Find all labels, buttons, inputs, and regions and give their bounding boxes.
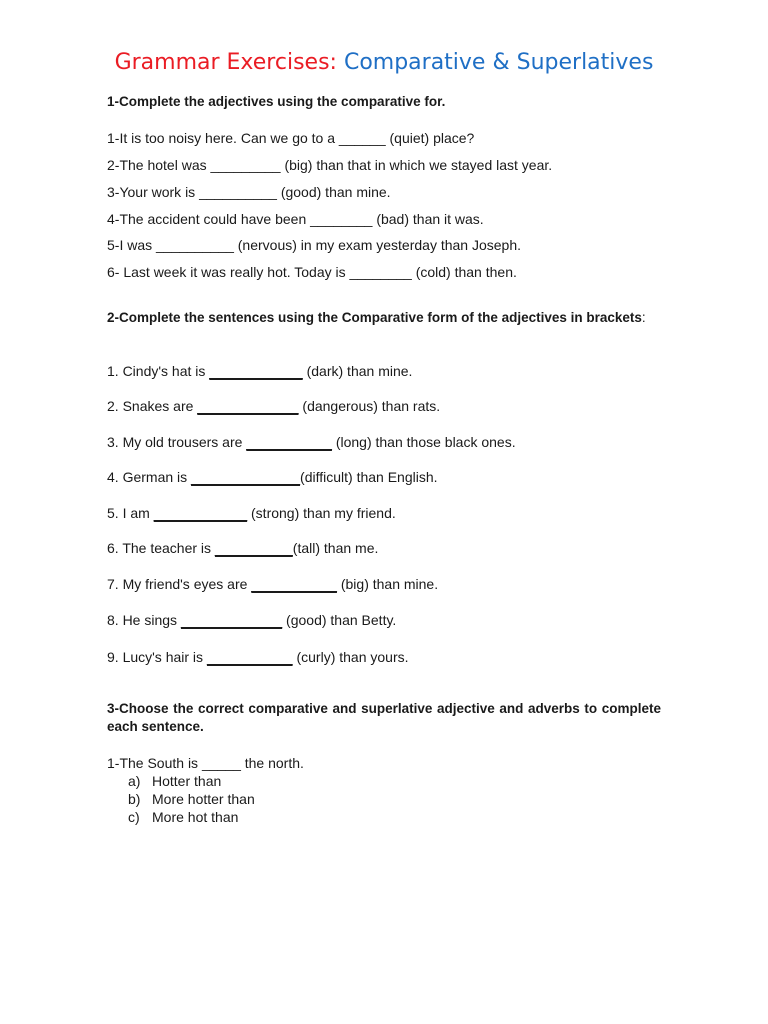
- title-part-red: Grammar Exercises:: [114, 50, 337, 75]
- item-text: 6. The teacher is: [107, 540, 215, 556]
- item-text: (curly) than yours.: [292, 649, 409, 665]
- item-text: 4. German is: [107, 469, 192, 485]
- item-text: 1. Cindy's hat is: [107, 363, 210, 379]
- section-2-item: [107, 575, 661, 593]
- item-text: (strong) than my friend.: [247, 505, 396, 521]
- answer-blank: __________: [214, 540, 293, 556]
- item-text: 7. My friend's eyes are: [107, 576, 252, 592]
- item-text: 3. My old trousers are: [107, 434, 247, 450]
- item-text: (dangerous) than rats.: [298, 398, 441, 414]
- section-3-options: [107, 772, 661, 826]
- section-2-item: [107, 504, 661, 522]
- section-2-item: [107, 362, 661, 380]
- answer-blank: _____________: [197, 398, 299, 414]
- option-item: [107, 808, 661, 826]
- item-text: (difficult) than English.: [300, 469, 438, 485]
- item-text: (dark) than mine.: [302, 363, 413, 379]
- option-text: Hotter than: [152, 773, 222, 789]
- option-item: [107, 772, 661, 790]
- section-2-heading-colon: :: [641, 310, 646, 325]
- answer-blank: ____________: [209, 363, 303, 379]
- section-3-heading: 3-Choose the correct comparative and superlative adjective and adverbs to complete each sentence.: [107, 701, 661, 734]
- item-text: (good) than Betty.: [282, 612, 397, 628]
- item-text: 2. Snakes are: [107, 398, 198, 414]
- item-text: 9. Lucy's hair is: [107, 649, 207, 665]
- answer-blank: ____________: [153, 505, 248, 521]
- section-2-heading-text: 2-Complete the sentences using the Comparative form of the adjectives in brackets: [107, 310, 642, 325]
- section-1-heading: 1-Complete the adjectives using the comparative for.: [107, 94, 446, 109]
- section-3-heading-block: [107, 700, 661, 736]
- option-letter: c): [128, 809, 140, 825]
- section-2-item: [107, 397, 661, 415]
- item-text: (big) than mine.: [336, 576, 439, 592]
- answer-blank: ___________: [246, 434, 332, 450]
- option-item: [107, 790, 661, 808]
- section-3-question: 1-The South is _____ the north.: [107, 755, 304, 771]
- section-2-heading-block: [107, 309, 661, 327]
- section-1-item: 6- Last week it was really hot. Today is ________ (cold) than then.: [107, 264, 517, 280]
- section-1-item: 2-The hotel was _________ (big) than that in which we stayed last year.: [107, 157, 553, 173]
- section-1-item: 5-I was __________ (nervous) in my exam yesterday than Joseph.: [107, 237, 522, 253]
- page-title: [0, 48, 768, 78]
- option-letter: b): [128, 791, 141, 807]
- section-2-item: [107, 433, 661, 451]
- answer-blank: ___________: [251, 576, 337, 592]
- section-2-item: [107, 648, 661, 666]
- option-letter: a): [128, 773, 141, 789]
- option-text: More hotter than: [152, 791, 255, 807]
- section-2-heading: [107, 309, 661, 327]
- item-text: (tall) than me.: [292, 540, 379, 556]
- section-1-heading-block: [107, 93, 661, 111]
- title-part-blue: Comparative & Superlatives: [343, 50, 654, 75]
- item-text: (long) than those black ones.: [331, 434, 516, 450]
- option-text: More hot than: [152, 809, 239, 825]
- section-2-item: [107, 611, 661, 629]
- answer-blank: _____________: [180, 612, 283, 628]
- section-2-item: [107, 539, 661, 557]
- item-text: 5. I am: [107, 505, 154, 521]
- answer-blank: ___________: [206, 649, 293, 665]
- section-1-item: 1-It is too noisy here. Can we go to a ______ (quiet) place?: [107, 130, 475, 146]
- section-1-item: 3-Your work is __________ (good) than mine.: [107, 184, 391, 200]
- item-text: 8. He sings: [107, 612, 181, 628]
- answer-blank: ______________: [191, 469, 301, 485]
- section-2-item: [107, 468, 661, 486]
- section-1-item: 4-The accident could have been ________ (bad) than it was.: [107, 211, 484, 227]
